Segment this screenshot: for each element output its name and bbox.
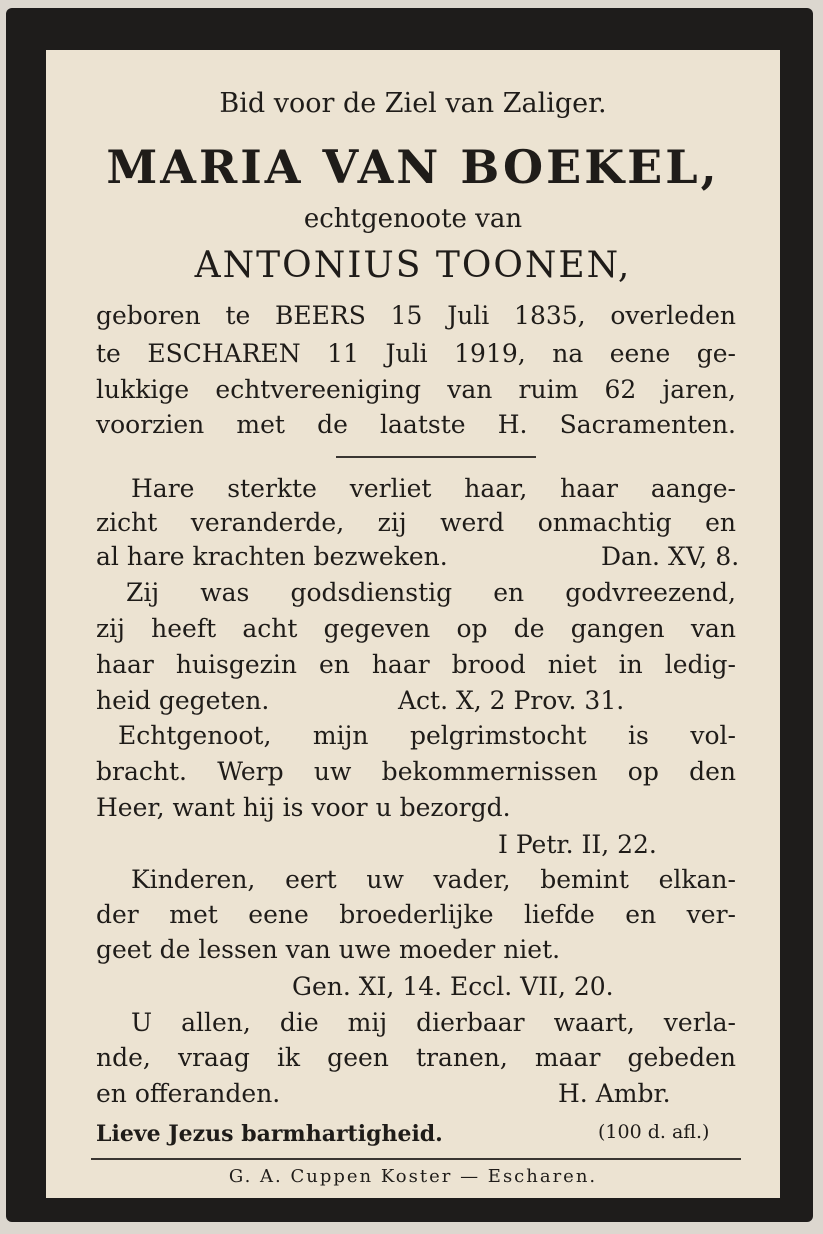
verse-line: heid gegeten. bbox=[96, 686, 270, 715]
verse-line: haar huisgezin en haar brood niet in ledig- bbox=[96, 650, 736, 679]
verse-reference: Dan. XV, 8. bbox=[601, 542, 740, 571]
printer-imprint: G. A. Cuppen Koster — Escharen. bbox=[228, 1166, 598, 1187]
divider bbox=[336, 456, 536, 458]
footer-rule bbox=[91, 1158, 741, 1160]
verse-line: en offeranden. bbox=[96, 1079, 281, 1108]
verse-reference: Act. X, 2 Prov. 31. bbox=[398, 686, 625, 715]
verse-line: al hare krachten bezweken. bbox=[96, 542, 448, 571]
verse-line: U allen, die mij dierbaar waart, verla- bbox=[131, 1008, 736, 1037]
bio-line: voorzien met de laatste H. Sacramenten. bbox=[96, 410, 736, 439]
card-paper bbox=[46, 50, 780, 1198]
verse-line: Hare sterkte verliet haar, haar aange- bbox=[131, 474, 736, 503]
bio-line: geboren te BEERS 15 Juli 1835, overleden bbox=[96, 301, 736, 330]
spouse-intro: echtgenoote van bbox=[303, 204, 523, 234]
verse-line: bracht. Werp uw bekommernissen op den bbox=[96, 757, 736, 786]
prayer-heading: Bid voor de Ziel van Zaliger. bbox=[219, 88, 607, 119]
spouse-name: ANTONIUS TOONEN, bbox=[194, 245, 632, 286]
indulgence-note: (100 d. afl.) bbox=[598, 1121, 710, 1143]
verse-line: Heer, want hij is voor u bezorgd. bbox=[96, 793, 511, 822]
verse-line: Kinderen, eert uw vader, bemint elkan- bbox=[131, 865, 736, 894]
bio-line: lukkige echtvereeniging van ruim 62 jaren, bbox=[96, 375, 736, 404]
verse-line: geet de lessen van uwe moeder niet. bbox=[96, 935, 561, 964]
verse-reference: Gen. XI, 14. Eccl. VII, 20. bbox=[292, 972, 614, 1001]
verse-line: der met eene broederlijke liefde en ver- bbox=[96, 900, 736, 929]
bio-line: te ESCHAREN 11 Juli 1919, na eene ge- bbox=[96, 339, 736, 368]
verse-line: Zij was godsdienstig en godvreezend, bbox=[126, 578, 736, 607]
verse-reference: H. Ambr. bbox=[558, 1079, 671, 1108]
closing-prayer: Lieve Jezus barmhartigheid. bbox=[96, 1121, 443, 1147]
verse-line: zicht veranderde, zij werd onmachtig en bbox=[96, 508, 736, 537]
verse-line: zij heeft acht gegeven op de gangen van bbox=[96, 614, 736, 643]
verse-line: Echtgenoot, mijn pelgrimstocht is vol- bbox=[118, 721, 736, 750]
deceased-name: MARIA VAN BOEKEL, bbox=[106, 140, 720, 194]
verse-reference: I Petr. II, 22. bbox=[498, 830, 657, 859]
verse-line: nde, vraag ik geen tranen, maar gebeden bbox=[96, 1043, 736, 1072]
